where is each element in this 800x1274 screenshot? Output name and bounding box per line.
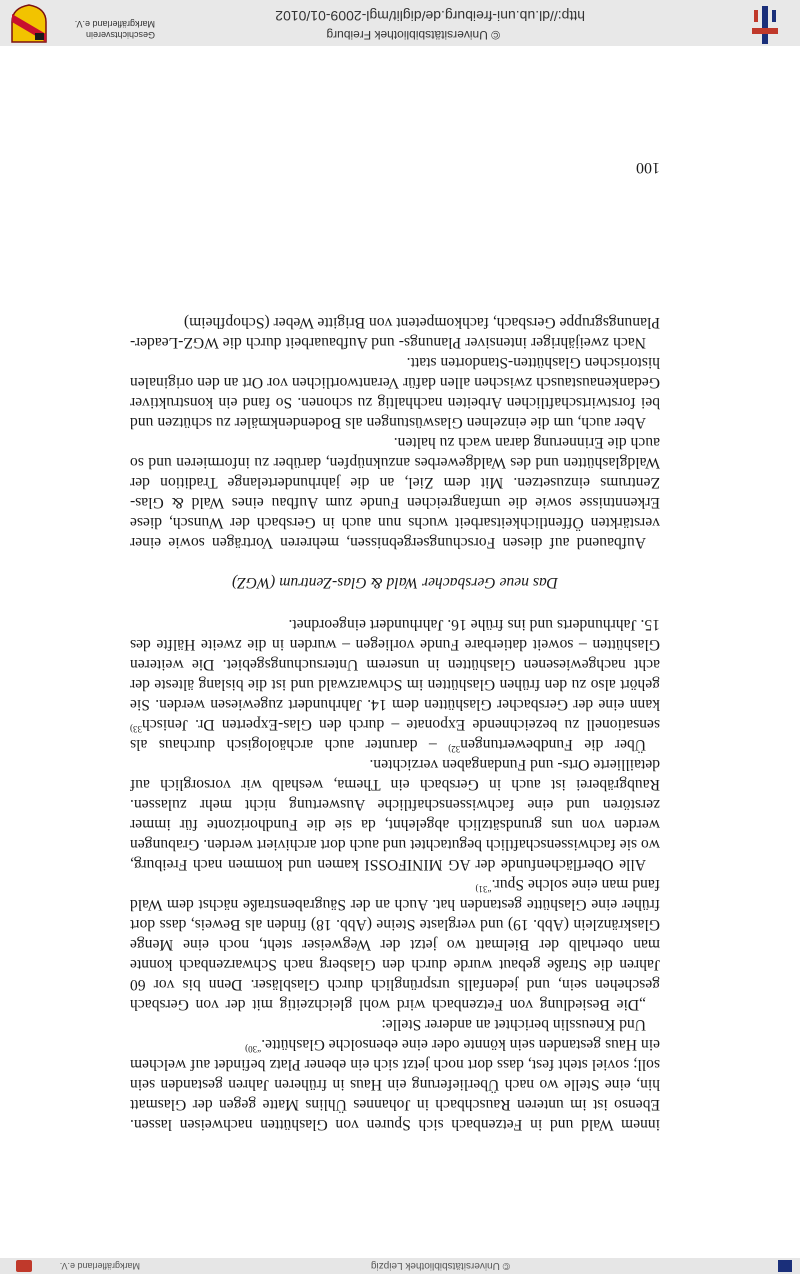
geschichtsverein-crest-icon	[10, 4, 48, 44]
page-number: 100	[636, 159, 660, 176]
leipzig-header-strip	[0, 1258, 800, 1274]
freiburg-footer	[0, 0, 800, 46]
footer-url-link[interactable]: http://dl.ub.uni-freiburg.de/diglit/mgl-2009-01/0102	[275, 8, 585, 24]
quote-paragraph: „Die Besiedlung von Fetzenbach wird wohl gleichzeitig mit der von Gersbach geschehen sein, und jedenfalls ursprünglich durch Glasbläser. Denn bis vor 60 Jahren die Straße gebaut wurde durch den Glasberg nach Schwarzenbach konnte man oberhalb der Bielmatt wo jetzt der Wegweiser steht, noch eine Menge Glaskränzlein (Abb. 19) und verglaste Steine (Abb. 18) finden als Beweis, dass dort früher eine Glashütte gestanden hat. Auch an der Säugrabenstraße nächst dem Wald fand man eine solche Spur.$^{“31)}$	[130, 876, 660, 1013]
paragraph: Aufbauend auf diesen Forschungsergebnissen, mehreren Vorträgen sowie einer verstärkten Öffentlichkeitsarbeit wuchs nun auch in Gersbach der Wunsch, diese Erkenntnisse sowie die umfangreichen Funde zum Aufbau eines Wald & Glas-Zentrums einzusetzen. Mit dem Ziel, an die jahrhundertelange Tradition der Waldglashütten und des Waldgewerbes anzuknüpfen, darüber zu informieren und so auch die Erinnerung daran wach zu halten.	[130, 434, 660, 551]
footer-org-line-1: Geschichtsverein	[85, 30, 155, 40]
crest-icon	[16, 1260, 32, 1272]
header-meta: Markgräflerland e.V.	[59, 1261, 140, 1271]
header-institution: © Universitätsbibliothek Leipzig	[370, 1260, 510, 1271]
paragraph: Nach zweijähriger intensiver Planungs- und Aufbauarbeit durch die WGZ-Leader-Planungsgruppe Gersbach, fachkompetent von Brigitte Weber (Schopfheim)	[130, 314, 660, 351]
footer-institution: © Universitätsbibliothek Freiburg	[326, 28, 500, 42]
paragraph: innem Wald und in Fetzenbach sich Spuren von Glashütten nachweisen lassen. Ebenso ist im unteren Rauschbach in Johannes Ühlins Matte gegen der Glasmatt hin, eine Stelle wo nach Überlieferung ein Haus in früheren Jahren gestanden sein soll; soviel steht fest, dass dort noch jetzt sich ein ebener Platz befindet auf welchem ein Haus gestanden sein könnte oder eine ebensolche Glashütte.$^{“30)}$	[130, 1036, 660, 1133]
footer-org-line-2: Markgräflerland e.V.	[74, 19, 155, 29]
section-heading: Das neue Gersbacher Wald & Glas-Zentrum (WGZ)	[232, 574, 558, 591]
ub-logo-icon	[778, 1260, 792, 1272]
ub-freiburg-logo-icon	[750, 4, 780, 46]
paragraph: Und Kneusslin berichtet an anderer Stelle:	[381, 1016, 646, 1033]
paragraph: Alle Oberflächenfunde der AG MINIFOSSI kamen und kommen nach Freiburg, wo sie fachwissenschaftlich begutachtet und auch dort archiviert werden. Grabungen werden von uns grundsätzlich abgelehnt, da sie die Fundhorizonte für immer zerstören und eine fachwissenschaftliche Auswertung nicht mehr zulassen. Raubgräberei ist auch in Gersbach ein Thema, weshalb wir vorsorglich auf detaillierte Orts- und Fundangaben verzichten.	[130, 756, 660, 873]
paragraph: Aber auch, um die einzelnen Glaswüstungen als Bodendenkmäler zu schützen und bei forstwirtschaftlichen Arbeiten nachhaltig zu schonen. So fand ein konstruktiver Gedankenaustausch zwischen allen dafür Verantwortlichen vor Ort an den originalen historischen Glashütten-Standorten statt.	[130, 354, 660, 431]
paragraph: Über die Fundbewertungen$^{32)}$ – darunter auch archäologisch durchaus als sensationell zu bezeichnende Exponate – durch den Glas-Experten Dr. Jenisch$^{33)}$ kann eine der Gersbacher Glashütten dem 14. Jahrhundert zugewiesen werden. Sie gehört also zu den frühen Glashütten im Schwarzwald und ist die bislang älteste der acht nachgewiesenen Glashütten in unserem Untersuchungsgebiet. Die weiteren Glashütten – soweit datierbare Funde vorliegen – wurden in die zweite Hälfte des 15. Jahrhunderts und ins frühe 16. Jahrhundert eingeordnet.	[130, 616, 660, 755]
page-text	[130, 312, 660, 1134]
